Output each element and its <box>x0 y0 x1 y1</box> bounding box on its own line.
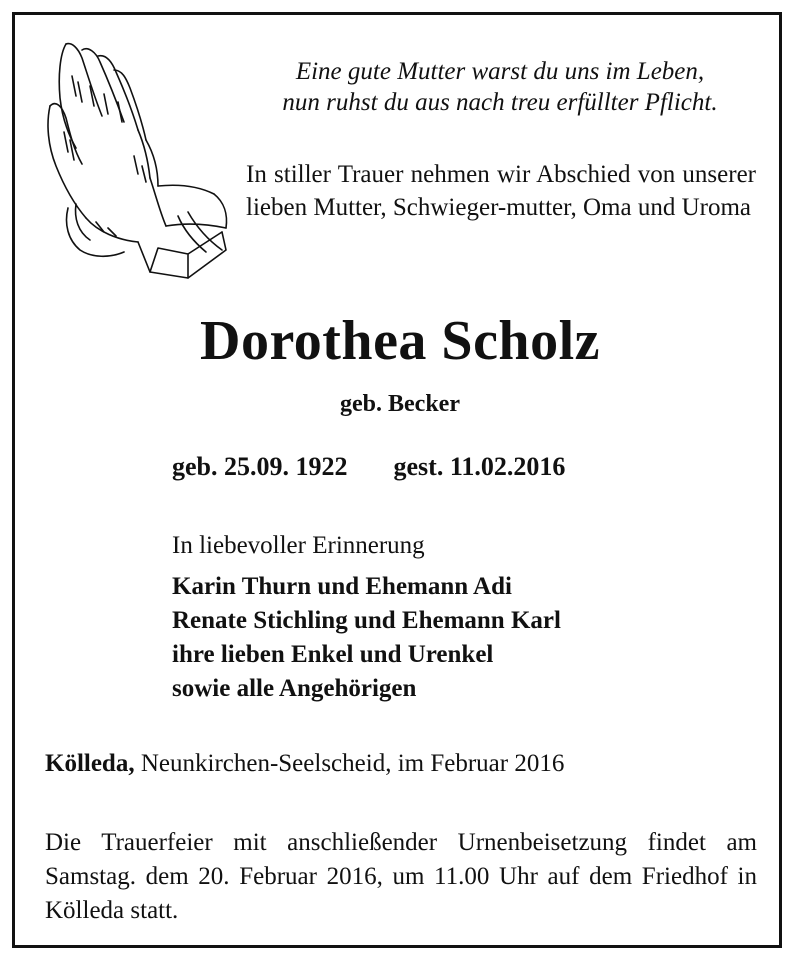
verse-line-1: Eine gute Mutter warst du uns im Leben, <box>295 58 705 85</box>
intro-text: In stiller Trauer nehmen wir Abschied von unserer lieben Mutter, Schwieger-mutter, Oma und Uroma <box>246 161 756 221</box>
place-rest: Neunkirchen-Seelscheid, im Februar 2016 <box>134 750 565 777</box>
verse <box>240 56 760 118</box>
mourner-line: ihre lieben Enkel und Urenkel <box>172 641 494 668</box>
verse-line-2: nun ruhst du aus nach treu erfüllter Pflicht. <box>282 89 718 116</box>
place-town: Kölleda, <box>45 750 135 777</box>
mourner-line: Renate Stichling und Ehemann Karl <box>172 607 561 634</box>
birth-date: geb. 25.09. 1922 <box>172 452 348 481</box>
memory-line: In liebevoller Erinnerung <box>172 532 425 559</box>
life-dates <box>172 450 712 484</box>
mourner-line: Karin Thurn und Ehemann Adi <box>172 573 512 600</box>
mourners-list <box>172 570 561 706</box>
place-and-date <box>45 748 765 780</box>
deceased-name: Dorothea Scholz <box>200 310 600 372</box>
praying-hands-icon <box>38 36 233 281</box>
death-date: gest. 11.02.2016 <box>393 452 566 481</box>
funeral-notice: Die Trauerfeier mit anschließender Urnenbeisetzung findet am Samstag. dem 20. Februar 2016, um 11.00 Uhr auf dem Friedhof in Kölleda statt. <box>45 829 757 924</box>
maiden-name: geb. Becker <box>340 391 460 417</box>
mourner-line: sowie alle Angehörigen <box>172 675 417 702</box>
